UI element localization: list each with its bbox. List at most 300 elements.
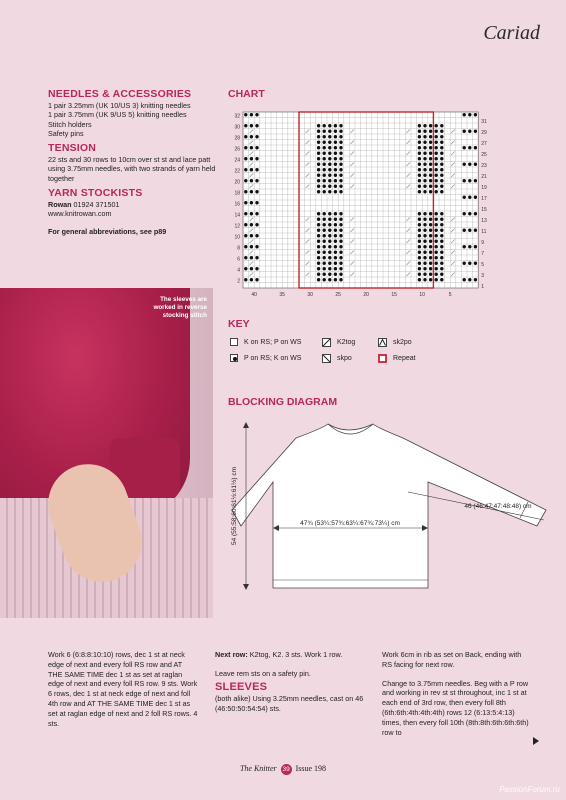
chart-purl-dot bbox=[323, 135, 326, 138]
chart-heading: CHART bbox=[228, 88, 265, 100]
chart-purl-dot bbox=[440, 163, 443, 166]
chart-purl-dot bbox=[328, 163, 331, 166]
chart-row-label-right: 1 bbox=[481, 284, 484, 290]
chart-purl-dot bbox=[328, 152, 331, 155]
chart-purl-dot bbox=[435, 212, 438, 215]
chart-purl-dot bbox=[463, 196, 466, 199]
chart-purl-dot bbox=[468, 245, 471, 248]
chart-purl-dot bbox=[440, 218, 443, 221]
chart-row-label-left: 16 bbox=[234, 201, 240, 208]
chart-purl-dot bbox=[423, 141, 426, 144]
chart-column-label: 30 bbox=[307, 292, 313, 298]
chart-row-label-left: 20 bbox=[234, 179, 240, 186]
issue-number: Issue 198 bbox=[295, 764, 327, 773]
chart-purl-dot bbox=[328, 146, 331, 149]
chart-row-label-right: 29 bbox=[481, 130, 487, 136]
body-text-col-3 bbox=[382, 650, 532, 737]
yarn-phone: 01924 371501 bbox=[71, 200, 120, 210]
chart-purl-dot bbox=[317, 240, 320, 243]
chart-purl-dot bbox=[418, 245, 421, 248]
chart-purl-dot bbox=[317, 190, 320, 193]
chart-purl-dot bbox=[435, 278, 438, 281]
chart-purl-dot bbox=[339, 163, 342, 166]
chart-purl-dot bbox=[435, 152, 438, 155]
chart-purl-dot bbox=[339, 278, 342, 281]
needles-line-2: 1 pair 3.75mm (UK 9/US 5) knitting needles bbox=[48, 110, 187, 120]
chart-purl-dot bbox=[423, 251, 426, 254]
needles-line-4: Safety pins bbox=[48, 128, 84, 138]
chart-purl-dot bbox=[339, 234, 342, 237]
chart-purl-dot bbox=[429, 157, 432, 160]
chart-purl-dot bbox=[423, 262, 426, 265]
chart-row-label-right: 21 bbox=[481, 174, 487, 180]
pattern-title: Cariad bbox=[483, 22, 540, 44]
key-item-purl bbox=[230, 354, 301, 362]
chart-purl-dot bbox=[429, 256, 432, 259]
chart-purl-dot bbox=[323, 234, 326, 237]
chart-purl-dot bbox=[339, 229, 342, 232]
chart-purl-dot bbox=[317, 251, 320, 254]
chart-purl-dot bbox=[334, 146, 337, 149]
chart-purl-dot bbox=[328, 212, 331, 215]
chart-purl-dot bbox=[328, 174, 331, 177]
chart-purl-dot bbox=[423, 157, 426, 160]
chart-purl-dot bbox=[435, 135, 438, 138]
chart-purl-dot bbox=[255, 234, 258, 237]
tension-text: 22 sts and 30 rows to 10cm over st st and lace patt using 3.75mm needles, with two strands of yarn held together bbox=[48, 155, 216, 183]
chart-purl-dot bbox=[323, 256, 326, 259]
chart-purl-dot bbox=[323, 152, 326, 155]
chart-row-label-right: 7 bbox=[481, 251, 484, 257]
chart-purl-dot bbox=[435, 234, 438, 237]
chart-purl-dot bbox=[317, 135, 320, 138]
chart-purl-dot bbox=[463, 113, 466, 116]
chart-purl-dot bbox=[339, 179, 342, 182]
chart-purl-dot bbox=[328, 168, 331, 171]
chart-purl-dot bbox=[317, 234, 320, 237]
chart-purl-dot bbox=[250, 113, 253, 116]
chart-purl-dot bbox=[435, 141, 438, 144]
chart-purl-dot bbox=[255, 245, 258, 248]
chart-purl-dot bbox=[474, 196, 477, 199]
chart-purl-dot bbox=[429, 146, 432, 149]
chart-purl-dot bbox=[435, 273, 438, 276]
chart-purl-dot bbox=[334, 234, 337, 237]
chart-purl-dot bbox=[250, 124, 253, 127]
chart-purl-dot bbox=[328, 256, 331, 259]
chart-purl-dot bbox=[339, 185, 342, 188]
chart-purl-dot bbox=[339, 157, 342, 160]
chart-row-label-right: 15 bbox=[481, 207, 487, 213]
chart-purl-dot bbox=[423, 190, 426, 193]
chart-purl-dot bbox=[244, 113, 247, 116]
yarn-website[interactable]: www.knitrowan.com bbox=[48, 209, 112, 219]
chart-purl-dot bbox=[317, 223, 320, 226]
chart-purl-dot bbox=[328, 157, 331, 160]
chart-purl-dot bbox=[463, 212, 466, 215]
chart-purl-dot bbox=[250, 179, 253, 182]
yarn-section bbox=[48, 186, 218, 219]
chart-purl-dot bbox=[339, 273, 342, 276]
key-label-sk2po: sk2po bbox=[393, 339, 412, 346]
chart-purl-dot bbox=[334, 262, 337, 265]
chart-purl-dot bbox=[429, 124, 432, 127]
chart-purl-dot bbox=[334, 218, 337, 221]
yarn-brand: Rowan bbox=[48, 200, 72, 210]
chart-purl-dot bbox=[334, 185, 337, 188]
chart-purl-dot bbox=[323, 229, 326, 232]
chart-purl-dot bbox=[463, 146, 466, 149]
chart-purl-dot bbox=[323, 190, 326, 193]
chart-purl-dot bbox=[255, 124, 258, 127]
chart-row-label-left: 24 bbox=[234, 157, 240, 164]
chart-purl-dot bbox=[429, 141, 432, 144]
chart-purl-dot bbox=[474, 229, 477, 232]
chart-purl-dot bbox=[423, 273, 426, 276]
chart-purl-dot bbox=[255, 278, 258, 281]
chart-purl-dot bbox=[463, 229, 466, 232]
chart-purl-dot bbox=[339, 256, 342, 259]
chart-purl-dot bbox=[474, 278, 477, 281]
chart-column-label: 40 bbox=[251, 292, 257, 298]
chart-purl-dot bbox=[418, 185, 421, 188]
chart-purl-dot bbox=[334, 223, 337, 226]
chart-purl-dot bbox=[334, 152, 337, 155]
chart-purl-dot bbox=[317, 256, 320, 259]
chart-purl-dot bbox=[423, 163, 426, 166]
chart-purl-dot bbox=[317, 157, 320, 160]
chart-purl-dot bbox=[255, 212, 258, 215]
chart-purl-dot bbox=[334, 130, 337, 133]
chart-purl-dot bbox=[317, 229, 320, 232]
chart-purl-dot bbox=[468, 278, 471, 281]
chart-purl-dot bbox=[323, 223, 326, 226]
chart-purl-dot bbox=[328, 223, 331, 226]
chart-purl-dot bbox=[423, 256, 426, 259]
chart-purl-dot bbox=[440, 146, 443, 149]
chart-purl-dot bbox=[440, 212, 443, 215]
needles-line-3: Stitch holders bbox=[48, 119, 92, 129]
chart-purl-dot bbox=[423, 245, 426, 248]
chart-purl-dot bbox=[323, 262, 326, 265]
chart-purl-dot bbox=[339, 267, 342, 270]
chart-purl-dot bbox=[418, 124, 421, 127]
chart-purl-dot bbox=[435, 267, 438, 270]
height-label: 54 (55:58:60:61½:61½) cm bbox=[231, 466, 238, 546]
chart-purl-dot bbox=[418, 179, 421, 182]
chart-purl-dot bbox=[435, 190, 438, 193]
body-text-col-2 bbox=[215, 650, 365, 714]
chart-purl-dot bbox=[317, 245, 320, 248]
chart-row-label-left: 18 bbox=[234, 190, 240, 197]
chart-purl-dot bbox=[323, 179, 326, 182]
key-item-sk2po bbox=[378, 338, 412, 347]
chart-purl-dot bbox=[463, 130, 466, 133]
chart-purl-dot bbox=[328, 141, 331, 144]
chart-purl-dot bbox=[334, 245, 337, 248]
chart-purl-dot bbox=[334, 141, 337, 144]
key-item-k2tog bbox=[322, 338, 355, 347]
chart-purl-dot bbox=[328, 262, 331, 265]
chart-purl-dot bbox=[440, 168, 443, 171]
chart-purl-dot bbox=[334, 157, 337, 160]
chart-row-label-left: 30 bbox=[234, 124, 240, 131]
sk2po-symbol-icon bbox=[378, 338, 387, 347]
chart-column-label: 25 bbox=[335, 292, 341, 298]
chart-purl-dot bbox=[418, 267, 421, 270]
chart-purl-dot bbox=[250, 223, 253, 226]
chart-purl-dot bbox=[440, 185, 443, 188]
chart-purl-dot bbox=[250, 256, 253, 259]
chart-row-label-right: 13 bbox=[481, 218, 487, 224]
chart-purl-dot bbox=[423, 229, 426, 232]
chart-row-label-left: 22 bbox=[234, 168, 240, 175]
chart-purl-dot bbox=[418, 163, 421, 166]
chart-purl-dot bbox=[244, 179, 247, 182]
chart-purl-dot bbox=[468, 146, 471, 149]
chart-purl-dot bbox=[317, 163, 320, 166]
chart-purl-dot bbox=[317, 267, 320, 270]
chart-purl-dot bbox=[339, 135, 342, 138]
chart-purl-dot bbox=[440, 240, 443, 243]
chart-purl-dot bbox=[244, 124, 247, 127]
chart-purl-dot bbox=[255, 267, 258, 270]
chart-purl-dot bbox=[244, 135, 247, 138]
chart-purl-dot bbox=[474, 146, 477, 149]
chart-purl-dot bbox=[317, 212, 320, 215]
chart-purl-dot bbox=[474, 113, 477, 116]
blocking-heading: BLOCKING DIAGRAM bbox=[228, 396, 338, 408]
chart-purl-dot bbox=[334, 190, 337, 193]
chart-row-label-left: 28 bbox=[234, 135, 240, 142]
chart-purl-dot bbox=[323, 240, 326, 243]
chart-purl-dot bbox=[328, 130, 331, 133]
tension-section bbox=[48, 144, 218, 183]
materials-column bbox=[48, 90, 218, 237]
chart-row-label-left: 26 bbox=[234, 146, 240, 153]
chart-purl-dot bbox=[440, 251, 443, 254]
chart-row-label-left: 12 bbox=[234, 223, 240, 230]
chart-purl-dot bbox=[429, 223, 432, 226]
chart-purl-dot bbox=[429, 229, 432, 232]
chart-purl-dot bbox=[418, 190, 421, 193]
chart-row-label-left: 6 bbox=[237, 256, 240, 263]
chart-purl-dot bbox=[468, 262, 471, 265]
chart-purl-dot bbox=[435, 174, 438, 177]
chart-row-label-right: 31 bbox=[481, 119, 487, 125]
chart-purl-dot bbox=[429, 135, 432, 138]
chart-purl-dot bbox=[463, 163, 466, 166]
needles-heading: NEEDLES & ACCESSORIES bbox=[48, 88, 192, 100]
key-label-knit: K on RS; P on WS bbox=[244, 338, 302, 346]
chart-purl-dot bbox=[440, 152, 443, 155]
chart-purl-dot bbox=[244, 212, 247, 215]
photo-caption: The sleeves are worked in reverse stocking stitch bbox=[153, 296, 207, 319]
chart-purl-dot bbox=[323, 174, 326, 177]
chart-purl-dot bbox=[474, 212, 477, 215]
tension-heading: TENSION bbox=[48, 142, 97, 155]
leave-sts-text: Leave rem sts on a safety pin. bbox=[215, 668, 311, 678]
sleeves-heading: SLEEVES bbox=[215, 680, 268, 693]
chart-purl-dot bbox=[339, 168, 342, 171]
purl-dot-icon bbox=[230, 354, 238, 362]
chart-purl-dot bbox=[440, 190, 443, 193]
chart-purl-dot bbox=[468, 130, 471, 133]
chart-purl-dot bbox=[418, 212, 421, 215]
knitting-chart bbox=[225, 108, 495, 308]
chart-purl-dot bbox=[323, 251, 326, 254]
chart-purl-dot bbox=[435, 185, 438, 188]
chart-purl-dot bbox=[440, 157, 443, 160]
chart-purl-dot bbox=[317, 185, 320, 188]
chart-purl-dot bbox=[474, 245, 477, 248]
chart-purl-dot bbox=[244, 223, 247, 226]
chart-purl-dot bbox=[250, 168, 253, 171]
chart-purl-dot bbox=[423, 124, 426, 127]
chart-purl-dot bbox=[339, 223, 342, 226]
chart-purl-dot bbox=[244, 201, 247, 204]
chart-row-label-right: 9 bbox=[481, 240, 484, 246]
chart-purl-dot bbox=[435, 146, 438, 149]
chart-purl-dot bbox=[423, 168, 426, 171]
chart-purl-dot bbox=[250, 234, 253, 237]
chart-purl-dot bbox=[255, 146, 258, 149]
chart-purl-dot bbox=[423, 146, 426, 149]
chart-purl-dot bbox=[429, 168, 432, 171]
chart-purl-dot bbox=[328, 240, 331, 243]
chart-purl-dot bbox=[474, 262, 477, 265]
key-label-repeat: Repeat bbox=[393, 355, 416, 362]
chart-column-label: 10 bbox=[419, 292, 425, 298]
chart-purl-dot bbox=[423, 212, 426, 215]
chart-purl-dot bbox=[334, 229, 337, 232]
chart-purl-dot bbox=[334, 273, 337, 276]
blocking-diagram bbox=[228, 410, 558, 620]
chart-purl-dot bbox=[440, 130, 443, 133]
chart-purl-dot bbox=[328, 135, 331, 138]
chart-purl-dot bbox=[440, 245, 443, 248]
page-footer bbox=[0, 764, 566, 775]
chart-purl-dot bbox=[423, 179, 426, 182]
chart-purl-dot bbox=[418, 135, 421, 138]
chart-purl-dot bbox=[244, 278, 247, 281]
chart-purl-dot bbox=[440, 229, 443, 232]
yarn-heading: YARN STOCKISTS bbox=[48, 186, 143, 199]
chart-purl-dot bbox=[418, 157, 421, 160]
chart-purl-dot bbox=[328, 179, 331, 182]
chart-purl-dot bbox=[317, 130, 320, 133]
chart-purl-dot bbox=[423, 223, 426, 226]
body-text-col-1: Work 6 (6:8:8:10:10) rows, dec 1 st at neck edge of next and every foll RS row and AT THE SAME TIME dec 1 st as set at raglan edge of next and every foll RS row. 9 sts. Work 6 rows, dec 1 st at neck edge of next and foll 4th row and AT THE SAME TIME dec 1 st as set at raglan edge of next and 2 foll RS rows. 4 sts. bbox=[48, 650, 198, 728]
chart-purl-dot bbox=[334, 179, 337, 182]
chart-purl-dot bbox=[423, 218, 426, 221]
chart-purl-dot bbox=[429, 262, 432, 265]
change-needles-text: Change to 3.75mm needles. Beg with a P row and working in rev st st throughout, inc 1 st at each end of 3rd row, then every foll 8th (6th:6th:4th:4th:4th) rows 12 (6:13:5:4:13) times, then every foll 10th (8th:8th:6th:6th:6th) row to bbox=[382, 678, 529, 737]
chart-purl-dot bbox=[418, 223, 421, 226]
chart-purl-dot bbox=[468, 113, 471, 116]
chart-purl-dot bbox=[244, 267, 247, 270]
chart-purl-dot bbox=[317, 278, 320, 281]
key-item-skpo bbox=[322, 354, 352, 363]
chart-purl-dot bbox=[418, 256, 421, 259]
chart-row-label-right: 11 bbox=[481, 229, 487, 235]
chart-purl-dot bbox=[334, 256, 337, 259]
page-number: 39 bbox=[282, 766, 290, 773]
key-label-k2tog: K2tog bbox=[337, 339, 356, 346]
chart-row-label-right: 17 bbox=[481, 196, 487, 202]
chart-purl-dot bbox=[435, 179, 438, 182]
chart-purl-dot bbox=[474, 130, 477, 133]
chart-purl-dot bbox=[339, 190, 342, 193]
chart-purl-dot bbox=[328, 218, 331, 221]
chart-purl-dot bbox=[418, 174, 421, 177]
chart-purl-dot bbox=[468, 196, 471, 199]
chart-purl-dot bbox=[418, 234, 421, 237]
chart-purl-dot bbox=[463, 262, 466, 265]
chart-purl-dot bbox=[429, 273, 432, 276]
chart-column-label: 15 bbox=[391, 292, 397, 298]
chart-purl-dot bbox=[323, 267, 326, 270]
chart-purl-dot bbox=[418, 218, 421, 221]
chart-purl-dot bbox=[440, 124, 443, 127]
chart-purl-dot bbox=[317, 273, 320, 276]
chart-row-label-left: 32 bbox=[234, 113, 240, 120]
chart-purl-dot bbox=[429, 185, 432, 188]
magazine-name: The Knitter bbox=[239, 764, 277, 773]
abbreviations-note: For general abbreviations, see p89 bbox=[48, 227, 167, 237]
chart-purl-dot bbox=[435, 130, 438, 133]
key-label-skpo: skpo bbox=[337, 355, 352, 362]
chart-row-label-right: 27 bbox=[481, 141, 487, 147]
chart-row-label-right: 25 bbox=[481, 152, 487, 158]
chart-purl-dot bbox=[418, 240, 421, 243]
chart-purl-dot bbox=[328, 273, 331, 276]
chart-purl-dot bbox=[429, 190, 432, 193]
chart-row-label-right: 5 bbox=[481, 262, 484, 268]
key-heading: KEY bbox=[228, 318, 250, 330]
chart-purl-dot bbox=[440, 174, 443, 177]
chart-purl-dot bbox=[323, 212, 326, 215]
chart-purl-dot bbox=[418, 146, 421, 149]
key-label-purl: P on RS; K on WS bbox=[244, 354, 302, 362]
chart-purl-dot bbox=[244, 256, 247, 259]
width-label: 47¾ (53¼:57¾:63¼:67¾:73¼) cm bbox=[300, 520, 400, 527]
chart-purl-dot bbox=[423, 278, 426, 281]
chart-purl-dot bbox=[423, 267, 426, 270]
chart-purl-dot bbox=[323, 273, 326, 276]
chart-purl-dot bbox=[334, 240, 337, 243]
needles-line-1: 1 pair 3.25mm (UK 10/US 3) knitting needles bbox=[48, 101, 191, 111]
chart-column-label: 35 bbox=[279, 292, 285, 298]
chart-purl-dot bbox=[334, 135, 337, 138]
needles-section bbox=[48, 90, 218, 138]
next-row-instruction: K2tog, K2. 3 sts. Work 1 row. bbox=[247, 650, 343, 659]
chart-purl-dot bbox=[339, 251, 342, 254]
sleeve-label: 46 (46:47:47:48:48) cm bbox=[464, 503, 532, 510]
chart-purl-dot bbox=[255, 223, 258, 226]
chart-purl-dot bbox=[250, 135, 253, 138]
yarn-contact bbox=[48, 200, 218, 209]
chart-purl-dot bbox=[429, 179, 432, 182]
key-item-knit bbox=[230, 338, 301, 346]
chart-purl-dot bbox=[317, 174, 320, 177]
chart-purl-dot bbox=[323, 245, 326, 248]
chart-purl-dot bbox=[429, 245, 432, 248]
chart-purl-dot bbox=[339, 174, 342, 177]
chart-purl-dot bbox=[429, 130, 432, 133]
chart-purl-dot bbox=[440, 278, 443, 281]
chart-purl-dot bbox=[435, 251, 438, 254]
